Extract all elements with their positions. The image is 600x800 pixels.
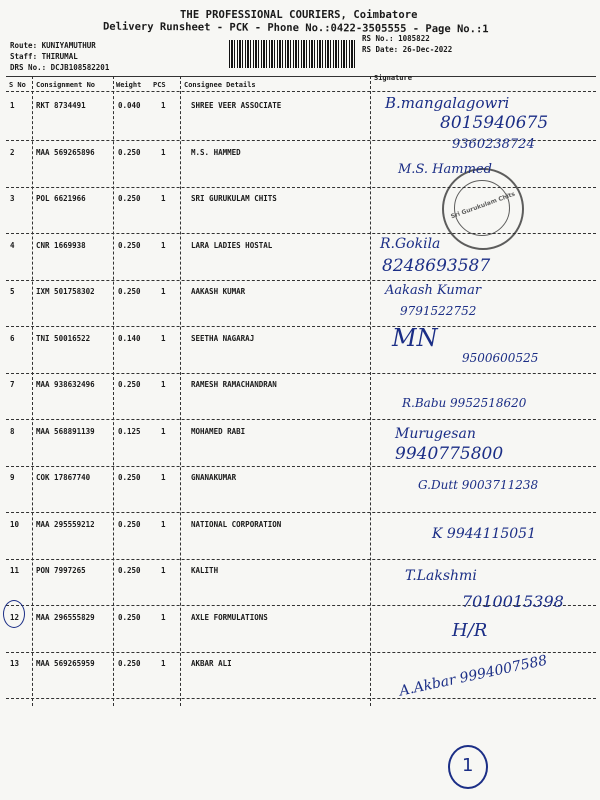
- row-consignee: AKBAR ALI: [191, 659, 232, 668]
- row-divider: [6, 373, 596, 374]
- row-sno: 11: [10, 566, 20, 575]
- row-consignee: NATIONAL CORPORATION: [191, 520, 282, 529]
- rs-number: RS No.: 1085822: [362, 34, 430, 43]
- page-circle-mark: [448, 745, 488, 789]
- signature-6-phone: 9500600525: [462, 351, 539, 365]
- row-sno: 9: [10, 473, 15, 482]
- row-consignment: RKT 8734491: [36, 101, 86, 110]
- signature-12: H/R: [452, 620, 488, 641]
- row-pcs: 1: [161, 101, 166, 110]
- row-weight: 0.250: [118, 659, 141, 668]
- signature-5-name: Aakash Kumar: [385, 283, 482, 298]
- row-divider: [6, 326, 596, 327]
- row-weight: 0.250: [118, 194, 141, 203]
- row-sno: 10: [10, 520, 20, 529]
- row-consignee: SEETHA NAGARAJ: [191, 334, 255, 343]
- row-consignee: AAKASH KUMAR: [191, 287, 246, 296]
- signature-1-phone: 8015940675: [440, 113, 549, 133]
- row-weight: 0.250: [118, 241, 141, 250]
- route-label: Route: KUNIYAMUTHUR: [10, 41, 96, 50]
- row-pcs: 1: [161, 659, 166, 668]
- row-consignment: MAA 296555829: [36, 613, 95, 622]
- row-pcs: 1: [161, 148, 166, 157]
- row-consignee: KALITH: [191, 566, 219, 575]
- row-weight: 0.250: [118, 566, 141, 575]
- signature-10: K 9944115051: [432, 526, 536, 542]
- company-title: THE PROFESSIONAL COURIERS, Coimbatore: [180, 9, 418, 21]
- signature-13: A.Akbar 9994007588: [397, 652, 549, 700]
- row-weight: 0.250: [118, 380, 141, 389]
- row-weight: 0.040: [118, 101, 141, 110]
- row-divider: [6, 559, 596, 560]
- row-consignment: MAA 569265896: [36, 148, 95, 157]
- row-consignment: TNI 50016522: [36, 334, 91, 343]
- row-consignment: MAA 938632496: [36, 380, 95, 389]
- row-sno: 13: [10, 659, 20, 668]
- row-consignment: PON 7997265: [36, 566, 86, 575]
- row-pcs: 1: [161, 427, 166, 436]
- row-divider: [6, 512, 596, 513]
- runsheet-subtitle: Delivery Runsheet - PCK - Phone No.:0422-3505555 - Page No.:1: [102, 20, 489, 36]
- row-weight: 0.250: [118, 613, 141, 622]
- row-pcs: 1: [161, 473, 166, 482]
- signature-8-phone: 9940775800: [395, 444, 504, 464]
- row-sno: 5: [10, 287, 15, 296]
- signature-11-phone: 7010015398: [462, 592, 564, 611]
- row-sno: 8: [10, 427, 15, 436]
- row-consignment: MAA 569265959: [36, 659, 95, 668]
- row-pcs: 1: [161, 613, 166, 622]
- col-header-weight: Weight: [116, 81, 142, 89]
- row-consignee: MOHAMED RABI: [191, 427, 246, 436]
- row-consignment: MAA 295559212: [36, 520, 95, 529]
- barcode: [229, 40, 357, 68]
- signature-11-name: T.Lakshmi: [405, 568, 477, 584]
- row-weight: 0.140: [118, 334, 141, 343]
- row-sno: 2: [10, 148, 15, 157]
- col-divider: [32, 76, 33, 706]
- col-header-consignee: Consignee Details: [184, 81, 256, 89]
- signature-7: R.Babu 9952518620: [402, 396, 527, 410]
- row-weight: 0.250: [118, 287, 141, 296]
- row-sno: 7: [10, 380, 15, 389]
- row-consignee: RAMESH RAMACHANDRAN: [191, 380, 277, 389]
- row-pcs: 1: [161, 334, 166, 343]
- signature-4-name: R.Gokila: [380, 236, 441, 252]
- col-divider: [370, 76, 371, 706]
- row-consignment: MAA 568891139: [36, 427, 95, 436]
- row-sno: 12: [10, 613, 20, 622]
- staff-label: Staff: THIRUMAL: [10, 52, 78, 61]
- row-pcs: 1: [161, 241, 166, 250]
- row-pcs: 1: [161, 566, 166, 575]
- table-header-rule: [6, 91, 596, 92]
- row-weight: 0.250: [118, 148, 141, 157]
- col-header-signature: Signature: [374, 74, 412, 82]
- table-top-rule: [6, 76, 596, 77]
- col-header-sno: S No: [9, 81, 26, 89]
- company-stamp: [442, 168, 524, 250]
- row-pcs: 1: [161, 287, 166, 296]
- row-sno: 6: [10, 334, 15, 343]
- row-divider: [6, 419, 596, 420]
- row-divider: [6, 466, 596, 467]
- signature-6-name: MN: [392, 324, 438, 352]
- signature-1-name: B.mangalagowri: [385, 94, 510, 112]
- row-consignment: POL 6621966: [36, 194, 86, 203]
- row-divider: [6, 280, 596, 281]
- stamp-text: Sri Gurukulam Chits: [449, 190, 517, 221]
- signature-2-phone: 9360238724: [452, 137, 535, 152]
- row-sno: 4: [10, 241, 15, 250]
- signature-4-phone: 8248693587: [382, 256, 491, 276]
- row-consignment: COK 17867740: [36, 473, 91, 482]
- row-12-circle-mark: [3, 600, 25, 628]
- signature-2-name: M.S. Hammed: [398, 162, 492, 177]
- row-pcs: 1: [161, 520, 166, 529]
- page-circle-number: 1: [462, 755, 474, 776]
- signature-5-phone: 9791522752: [400, 304, 477, 318]
- row-sno: 3: [10, 194, 15, 203]
- row-consignee: M.S. HAMMED: [191, 148, 241, 157]
- col-header-pcs: PCS: [153, 81, 166, 89]
- col-divider: [113, 76, 114, 706]
- signature-8-name: Murugesan: [395, 426, 476, 442]
- row-consignee: SHREE VEER ASSOCIATE: [191, 101, 282, 110]
- row-consignment: IXM 501758302: [36, 287, 95, 296]
- row-consignee: GNANAKUMAR: [191, 473, 237, 482]
- drs-number: DRS No.: DCJB108582201: [10, 63, 110, 72]
- row-pcs: 1: [161, 194, 166, 203]
- row-consignee: LARA LADIES HOSTAL: [191, 241, 273, 250]
- row-weight: 0.250: [118, 520, 141, 529]
- row-consignment: CNR 1669938: [36, 241, 86, 250]
- row-weight: 0.125: [118, 427, 141, 436]
- row-divider: [6, 698, 596, 699]
- row-consignee: SRI GURUKULAM CHITS: [191, 194, 277, 203]
- rs-date: RS Date: 26-Dec-2022: [362, 45, 453, 54]
- signature-9: G.Dutt 9003711238: [418, 478, 539, 492]
- row-consignee: AXLE FORMULATIONS: [191, 613, 268, 622]
- col-divider: [180, 76, 181, 706]
- row-weight: 0.250: [118, 473, 141, 482]
- row-sno: 1: [10, 101, 15, 110]
- row-pcs: 1: [161, 380, 166, 389]
- row-divider: [6, 652, 596, 653]
- col-header-consignment: Consignment No: [36, 81, 96, 89]
